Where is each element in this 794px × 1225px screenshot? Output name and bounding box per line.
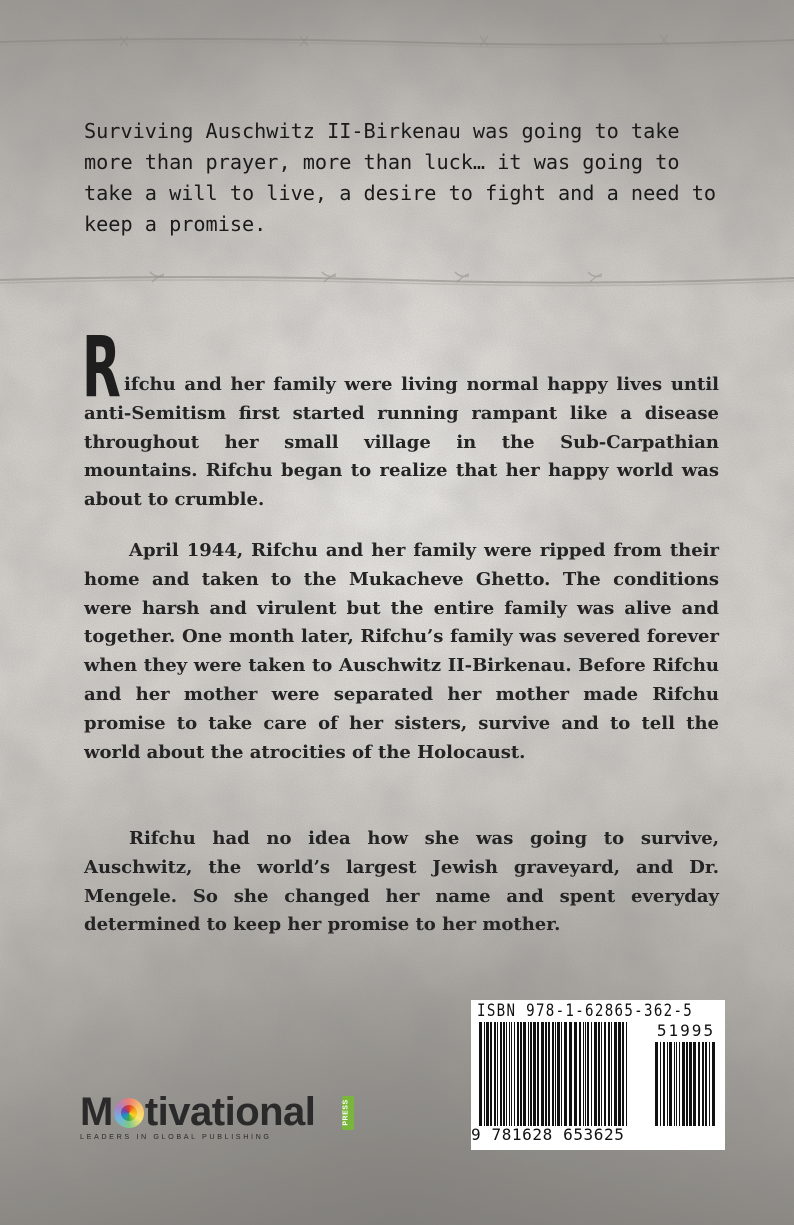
barcode-bar: [533, 1022, 536, 1126]
cover-tagline: Surviving Auschwitz II-Birkenau was going to take more than prayer, more than luck… it was going to take a will to live, a desire to fight and a need to keep a promise.: [84, 119, 717, 236]
barcode-bar: [564, 1022, 567, 1126]
color-wheel-icon: [114, 1098, 144, 1128]
barcode-bar: [705, 1042, 707, 1126]
blurb-paragraph-1-text: ifchu and her family were living normal happy lives until anti-Semitism first started running rampant like a disease throughout her small village in the Sub-Carpathian mountains. Rifchu began to realize that her happy world was about to crumble.: [84, 374, 719, 511]
publisher-logo: [78, 1090, 368, 1142]
ean-barcode-bars: [479, 1022, 627, 1126]
barcode-bar: [611, 1022, 612, 1126]
barcode-bar: [614, 1022, 617, 1126]
barbed-wire-top: [0, 22, 794, 62]
barcode-bar: [497, 1022, 498, 1126]
isbn-label: ISBN 978-1-62865-362-5: [477, 1001, 694, 1021]
barcode-bar: [585, 1022, 586, 1126]
press-badge-label: PRESS: [342, 1099, 350, 1126]
blurb-paragraph-3: Rifchu had no idea how she was going to survive, Auschwitz, the world’s largest Jewish graveyard, and Dr. Mengele. So she changed her name and spent everyday determined to keep her promise to her mother.: [84, 828, 719, 936]
barcode-bar: [490, 1022, 492, 1126]
price-addon-number: 51995: [656, 1021, 716, 1040]
barcode-bar: [594, 1022, 597, 1126]
barcode-bar: [479, 1022, 482, 1126]
barcode-bar: [587, 1022, 589, 1126]
barcode-bar: [511, 1022, 512, 1126]
barcode-bar: [660, 1042, 661, 1126]
barcode-bar: [663, 1042, 665, 1126]
barcode-bar: [537, 1022, 539, 1126]
barcode-bar: [689, 1042, 692, 1126]
barcode-bar: [712, 1042, 715, 1126]
publisher-tagline: LEADERS IN GLOBAL PUBLISHING: [80, 1132, 272, 1141]
barcode-bar: [530, 1022, 532, 1126]
barcode-bar: [682, 1042, 685, 1126]
barcode-bar: [591, 1022, 592, 1126]
press-badge: [342, 1096, 354, 1130]
barcode-bar: [561, 1022, 562, 1126]
barcode-bar: [693, 1042, 696, 1126]
barcode-bar: [517, 1022, 519, 1126]
barcode-bar: [679, 1042, 680, 1126]
barcode-bar: [608, 1022, 610, 1126]
wordmark-part-1: M: [80, 1090, 113, 1134]
isbn-barcode: [471, 1000, 725, 1150]
barcode-bar: [601, 1022, 602, 1126]
barcode-bar: [506, 1022, 507, 1126]
barcode-bar: [541, 1022, 544, 1126]
barcode-bar: [574, 1022, 577, 1126]
addon-barcode-bars: [655, 1042, 717, 1126]
barcode-bar: [520, 1022, 522, 1126]
barcode-bar: [503, 1022, 505, 1126]
wordmark-part-2: tivational: [144, 1090, 316, 1134]
barcode-bar: [686, 1042, 688, 1126]
barcode-bar: [494, 1022, 496, 1126]
barcode-bar: [523, 1022, 526, 1126]
barcode-bar: [484, 1022, 485, 1126]
ean-digits: 9 781628 653625: [471, 1125, 625, 1144]
barcode-bar: [569, 1022, 572, 1126]
barcode-bar: [528, 1022, 529, 1126]
barcode-bar: [676, 1042, 677, 1126]
drop-cap: R: [82, 318, 121, 416]
barcode-bar: [669, 1042, 672, 1126]
barcode-bar: [514, 1022, 515, 1126]
barbed-wire-middle: [0, 258, 794, 298]
barcode-bar: [548, 1022, 550, 1126]
barcode-bar: [604, 1022, 606, 1126]
barcode-bar: [626, 1022, 627, 1126]
barcode-bar: [486, 1022, 489, 1126]
barcode-bar: [622, 1022, 624, 1126]
barcode-bar: [579, 1022, 581, 1126]
blurb-paragraph-2: April 1944, Rifchu and her family were ripped from their home and taken to the Mukacheve Ghetto. The conditions were harsh and virulent but the entire family was alive and together. One month later, Rifchu’s family was severed forever when they were taken to Auschwitz II-Birkenau. Before Rifchu and her mother were separated her mother made Rifchu promise to take care of her sisters, survive and to tell the world about the atrocities of the Holocaust.: [84, 540, 719, 763]
blurb-paragraph-1: [82, 318, 719, 515]
barcode-bar: [552, 1022, 554, 1126]
barcode-bar: [555, 1022, 556, 1126]
barcode-bar: [598, 1022, 600, 1126]
barcode-bar: [500, 1022, 502, 1126]
barcode-bar: [674, 1042, 675, 1126]
barcode-bar: [698, 1042, 700, 1126]
barcode-bar: [557, 1022, 560, 1126]
publisher-wordmark: [80, 1090, 315, 1134]
barcode-bar: [545, 1022, 547, 1126]
barcode-bar: [509, 1022, 510, 1126]
barcode-bar: [667, 1042, 668, 1126]
barcode-bar: [618, 1022, 621, 1126]
barcode-bar: [702, 1042, 704, 1126]
barcode-bar: [655, 1042, 658, 1126]
barcode-bar: [583, 1022, 584, 1126]
barcode-bar: [709, 1042, 710, 1126]
